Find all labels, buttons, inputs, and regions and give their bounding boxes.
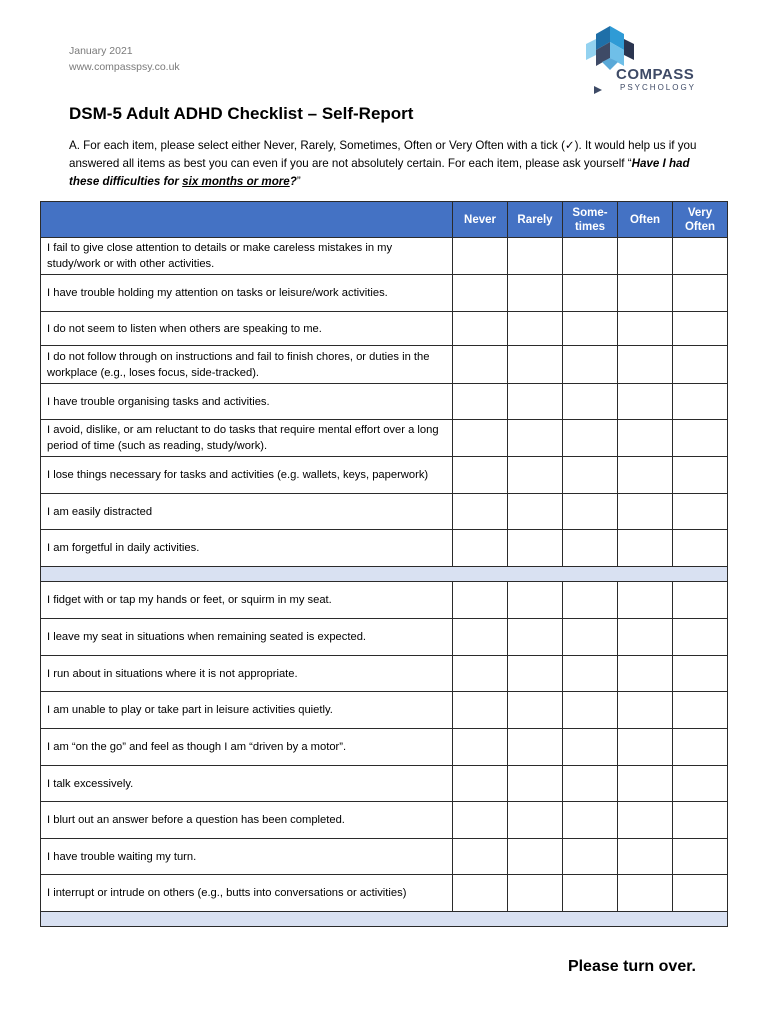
tick-box-2[interactable] [563,875,618,912]
item-text: I fail to give close attention to details or make careless mistakes in my study/work or with other activities. [41,238,453,275]
table-row [41,457,728,494]
section-separator-cell [41,912,728,927]
tick-box-2[interactable] [563,275,618,312]
document-meta [69,43,180,75]
column-header-2: Some- times [563,202,618,238]
table-row [41,312,728,346]
document-date: January 2021 [69,45,133,57]
table-row [41,692,728,729]
tick-box-3[interactable] [618,312,673,346]
tick-box-0[interactable] [453,839,508,875]
tick-box-1[interactable] [508,692,563,729]
tick-box-1[interactable] [508,619,563,656]
compass-psychology-logo [580,22,708,102]
tick-box-2[interactable] [563,457,618,494]
column-header-0: Never [453,202,508,238]
tick-box-3[interactable] [618,619,673,656]
section-separator [41,912,728,927]
tick-box-2[interactable] [563,729,618,766]
tick-box-3[interactable] [618,275,673,312]
tick-box-1[interactable] [508,729,563,766]
tick-box-4[interactable] [673,839,728,875]
table-row [41,275,728,312]
tick-box-4[interactable] [673,312,728,346]
tick-box-3[interactable] [618,692,673,729]
tick-box-3[interactable] [618,457,673,494]
tick-box-2[interactable] [563,312,618,346]
item-text: I interrupt or intrude on others (e.g., butts into conversations or activities) [41,875,453,912]
page-title: DSM-5 Adult ADHD Checklist – Self-Report [69,104,414,123]
tick-box-2[interactable] [563,766,618,802]
tick-box-1[interactable] [508,312,563,346]
tick-box-3[interactable] [618,802,673,839]
tick-box-3[interactable] [618,346,673,384]
tick-box-4[interactable] [673,346,728,384]
item-text: I talk excessively. [41,766,453,802]
tick-box-2[interactable] [563,692,618,729]
tick-box-0[interactable] [453,766,508,802]
turn-over-note: Please turn over. [567,958,696,975]
tick-box-4[interactable] [673,692,728,729]
instructions-question-end: ? [289,175,297,188]
tick-box-1[interactable] [508,839,563,875]
tick-box-2[interactable] [563,420,618,457]
compass-arrow-icon [594,86,602,94]
item-text: I lose things necessary for tasks and activities (e.g. wallets, keys, paperwork) [41,457,453,494]
table-row [41,238,728,275]
item-text: I avoid, dislike, or am reluctant to do tasks that require mental effort over a long period of time (such as reading, study/work). [41,420,453,457]
tick-box-1[interactable] [508,238,563,275]
tick-box-4[interactable] [673,729,728,766]
instructions-period: six months or more [182,175,290,188]
instructions-question: Have I had these difficulties for [69,157,690,188]
tick-box-3[interactable] [618,494,673,530]
table-row [41,530,728,567]
tick-box-1[interactable] [508,582,563,619]
tick-box-2[interactable] [563,802,618,839]
tick-box-3[interactable] [618,839,673,875]
tick-box-0[interactable] [453,494,508,530]
tick-box-1[interactable] [508,494,563,530]
adhd-checklist-table [40,201,728,927]
tick-box-0[interactable] [453,346,508,384]
table-row [41,420,728,457]
section-separator-cell [41,567,728,582]
logo-name: COMPASS [616,66,695,83]
tick-box-4[interactable] [673,457,728,494]
tick-box-0[interactable] [453,875,508,912]
tick-box-1[interactable] [508,275,563,312]
checklist-body [41,238,728,927]
table-row [41,729,728,766]
table-header-row [41,202,728,238]
tick-box-4[interactable] [673,582,728,619]
tick-box-1[interactable] [508,766,563,802]
column-header-1: Rarely [508,202,563,238]
tick-box-0[interactable] [453,582,508,619]
instructions [69,137,704,191]
tick-box-0[interactable] [453,275,508,312]
tick-box-0[interactable] [453,619,508,656]
tick-box-0[interactable] [453,729,508,766]
tick-box-4[interactable] [673,238,728,275]
item-text: I am “on the go” and feel as though I am “driven by a motor”. [41,729,453,766]
section-separator [41,567,728,582]
tick-box-0[interactable] [453,530,508,567]
item-text: I run about in situations where it is not appropriate. [41,656,453,692]
tick-box-3[interactable] [618,582,673,619]
item-text: I have trouble holding my attention on tasks or leisure/work activities. [41,275,453,312]
tick-box-4[interactable] [673,530,728,567]
tick-box-4[interactable] [673,619,728,656]
tick-box-4[interactable] [673,494,728,530]
tick-box-4[interactable] [673,656,728,692]
item-text: I blurt out an answer before a question has been completed. [41,802,453,839]
table-row [41,875,728,912]
instructions-close: ” [296,175,301,188]
tick-box-1[interactable] [508,346,563,384]
item-text: I am forgetful in daily activities. [41,530,453,567]
item-text: I am easily distracted [41,494,453,530]
item-column-header [41,202,453,238]
table-row [41,619,728,656]
instructions-lead: A. For each item, please select either Never, Rarely, Sometimes, Often or Very Often with a tick (✓). It would help us if you answered all items as best you can even if you are not absolutely certain. For each item, please ask yourself “ [69,139,697,170]
tick-box-0[interactable] [453,692,508,729]
item-text: I have trouble organising tasks and activities. [41,384,453,420]
tick-box-1[interactable] [508,384,563,420]
tick-box-2[interactable] [563,530,618,567]
tick-box-0[interactable] [453,312,508,346]
tick-box-0[interactable] [453,802,508,839]
tick-box-3[interactable] [618,729,673,766]
tick-box-3[interactable] [618,875,673,912]
tick-box-1[interactable] [508,420,563,457]
table-row [41,384,728,420]
tick-box-1[interactable] [508,530,563,567]
tick-box-4[interactable] [673,875,728,912]
tick-box-0[interactable] [453,238,508,275]
table-row [41,582,728,619]
tick-box-4[interactable] [673,384,728,420]
item-text: I am unable to play or take part in leisure activities quietly. [41,692,453,729]
tick-box-2[interactable] [563,384,618,420]
tick-box-4[interactable] [673,766,728,802]
tick-box-2[interactable] [563,656,618,692]
item-text: I fidget with or tap my hands or feet, or squirm in my seat. [41,582,453,619]
table-row [41,346,728,384]
table-row [41,766,728,802]
table-row [41,839,728,875]
website-url: www.compasspsy.co.uk [69,61,180,73]
tick-box-3[interactable] [618,766,673,802]
item-text: I do not seem to listen when others are speaking to me. [41,312,453,346]
column-header-4: Very Often [673,202,728,238]
tick-box-2[interactable] [563,494,618,530]
tick-box-2[interactable] [563,839,618,875]
tick-box-1[interactable] [508,656,563,692]
tick-box-1[interactable] [508,875,563,912]
tick-box-3[interactable] [618,238,673,275]
table-row [41,802,728,839]
item-text: I leave my seat in situations when remaining seated is expected. [41,619,453,656]
tick-box-3[interactable] [618,420,673,457]
tick-box-0[interactable] [453,457,508,494]
tick-box-0[interactable] [453,384,508,420]
column-header-3: Often [618,202,673,238]
tick-box-0[interactable] [453,420,508,457]
tick-box-2[interactable] [563,582,618,619]
logo-subtitle: PSYCHOLOGY [620,83,697,92]
tick-box-4[interactable] [673,420,728,457]
table-row [41,656,728,692]
tick-box-1[interactable] [508,457,563,494]
tick-box-0[interactable] [453,656,508,692]
item-text: I do not follow through on instructions and fail to finish chores, or duties in the workplace (e.g., loses focus, side-tracked). [41,346,453,384]
tick-box-3[interactable] [618,530,673,567]
tick-box-4[interactable] [673,802,728,839]
tick-box-2[interactable] [563,238,618,275]
item-text: I have trouble waiting my turn. [41,839,453,875]
tick-box-4[interactable] [673,275,728,312]
tick-box-1[interactable] [508,802,563,839]
table-row [41,494,728,530]
tick-box-2[interactable] [563,346,618,384]
tick-box-2[interactable] [563,619,618,656]
tick-box-3[interactable] [618,656,673,692]
tick-box-3[interactable] [618,384,673,420]
